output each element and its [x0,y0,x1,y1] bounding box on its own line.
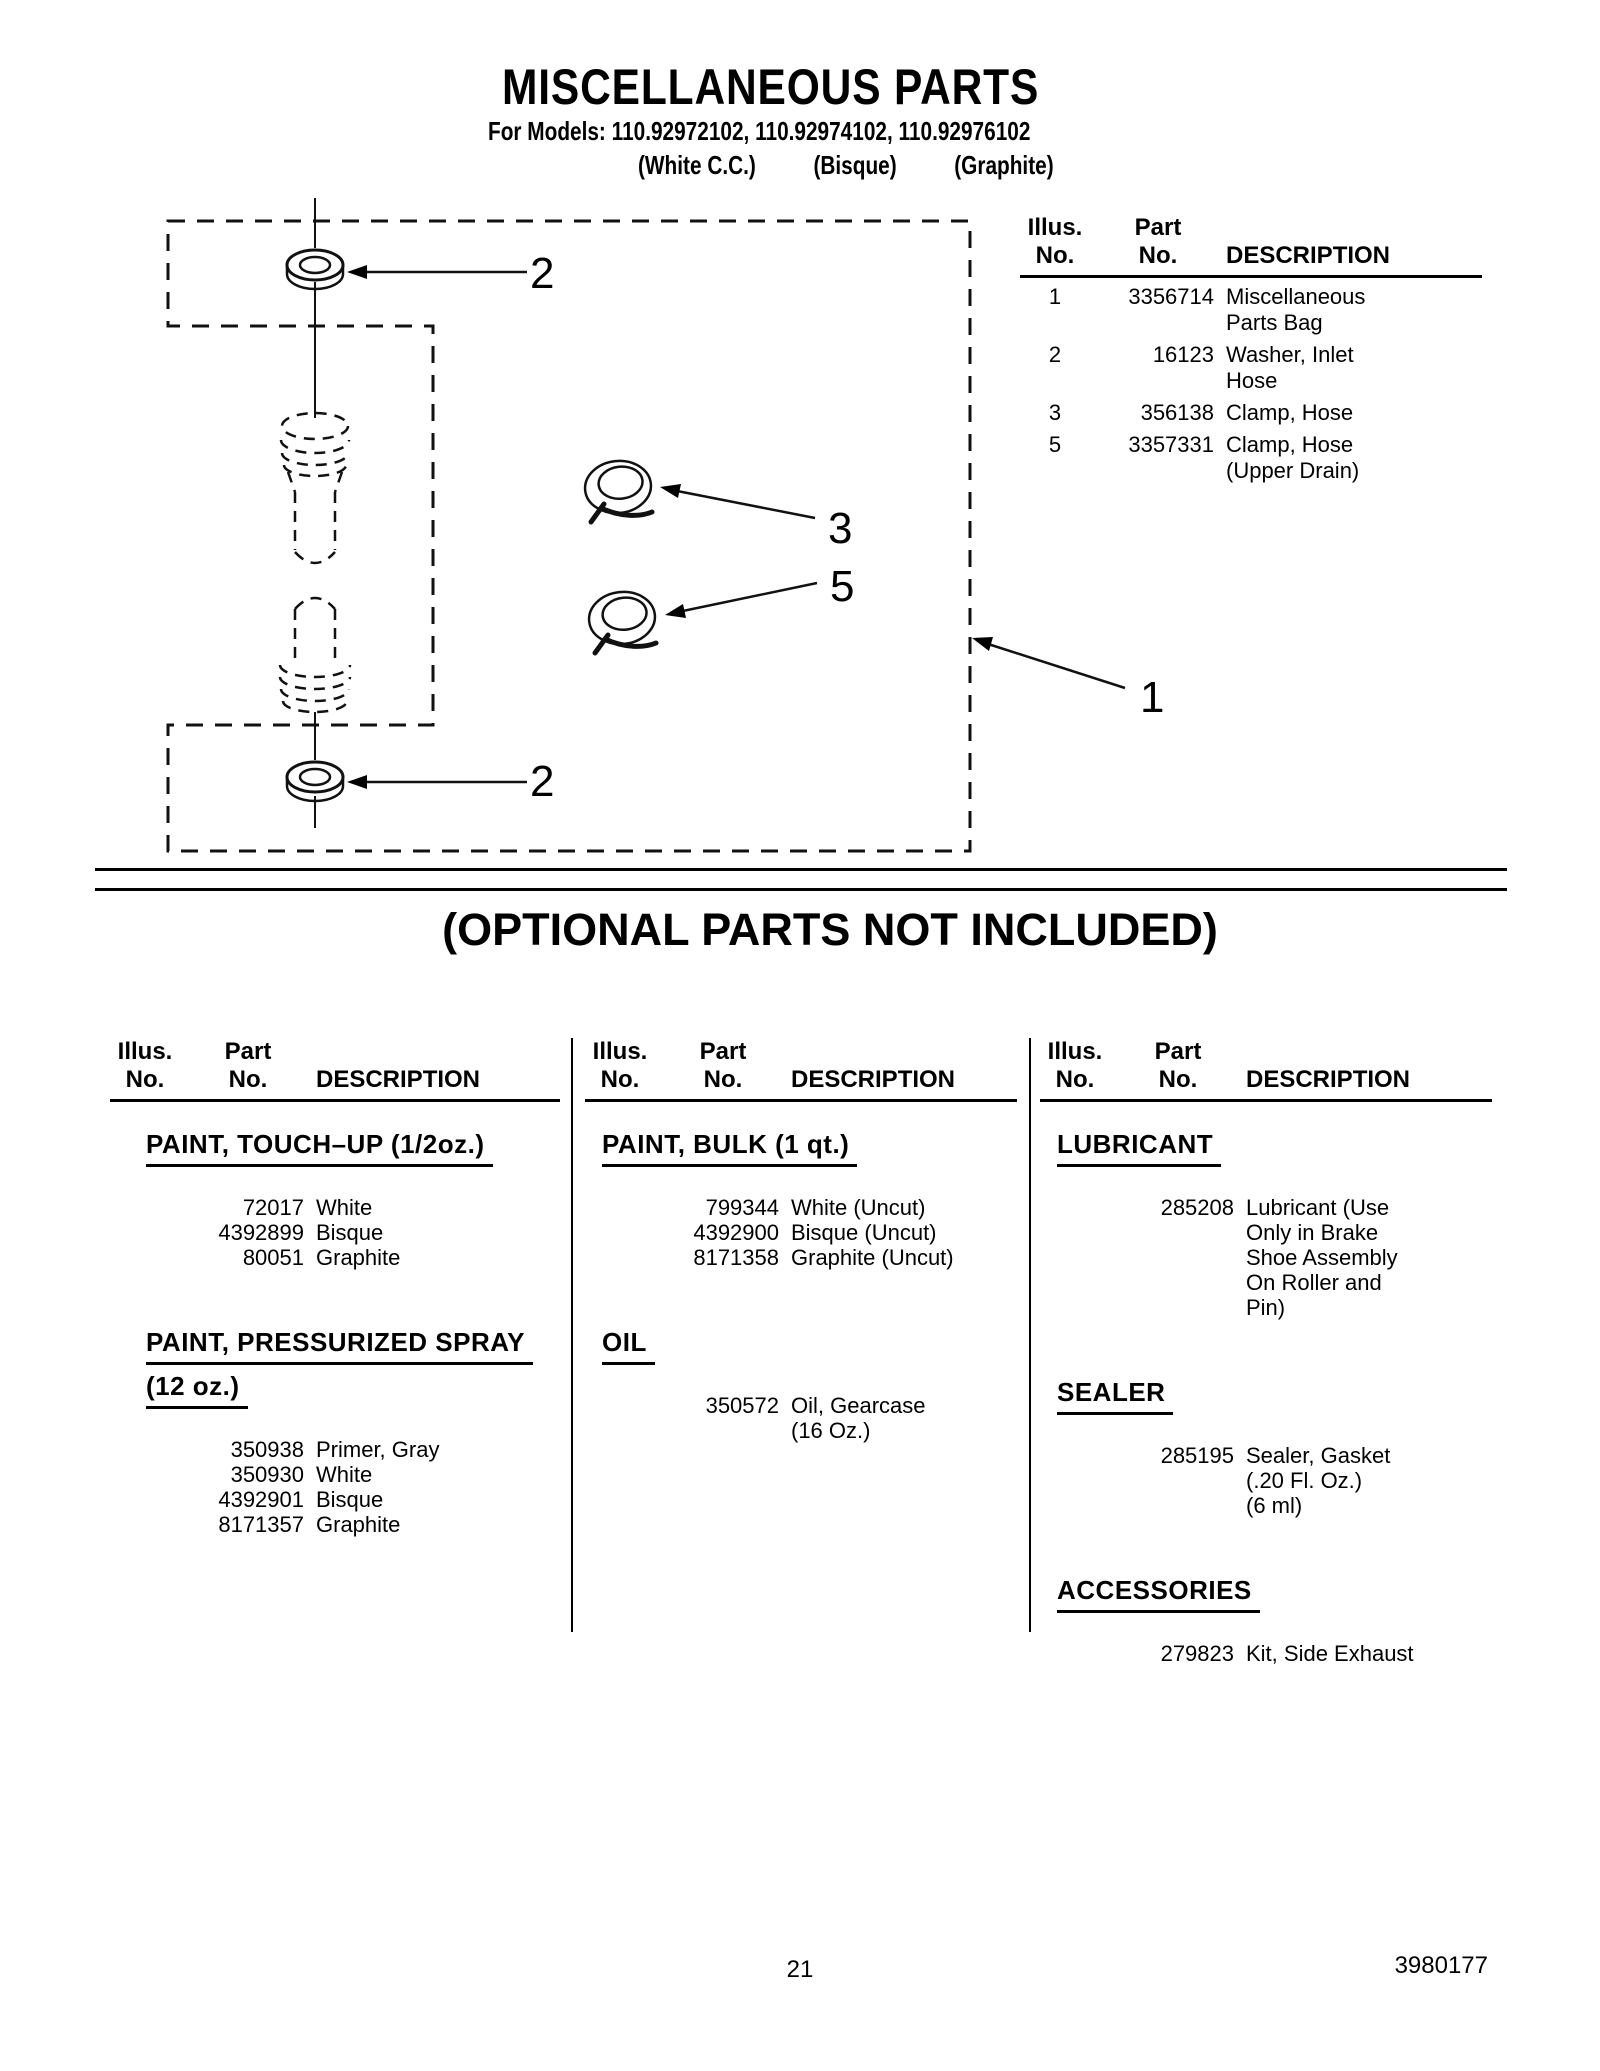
illus-no-cell: 2 [1048,342,1062,367]
models-line: For Models: 110.92972102, 110.92974102, 110.92976102 [488,116,1031,146]
description-cell: Lubricant (Use Only in Brake Shoe Assembly On Roller and Pin) [1246,1195,1398,1320]
table-row [110,1220,560,1245]
description-cell: Bisque (Uncut) [791,1220,937,1245]
description-cell: Bisque [316,1487,384,1512]
part-no-cell: 4392900 [693,1220,779,1245]
inlet-hose-icon [280,413,350,712]
part-no-cell: 4392901 [218,1487,304,1512]
table-row [1020,400,1482,426]
table-row [1040,1641,1492,1666]
section-paint-touch-up [110,1129,560,1270]
table-row [1040,1443,1492,1518]
parts-table [1020,214,1482,484]
table-row [585,1220,1017,1245]
description-cell: White (Uncut) [791,1195,926,1220]
description-cell: Primer, Gray [316,1437,440,1462]
section-title: PAINT, BULK (1 qt.) [602,1129,1017,1173]
optional-parts-heading: (OPTIONAL PARTS NOT INCLUDED) [442,904,1218,955]
part-no-cell: 3356714 [1128,284,1214,309]
description-header: DESCRIPTION [316,1066,481,1093]
section-title: LUBRICANT [1057,1129,1492,1173]
callout-label-1: 1 [1140,673,1165,722]
section-title: PAINT, TOUCH–UP (1/2oz.) [146,1129,560,1173]
description-header: DESCRIPTION [1246,1066,1411,1093]
hose-clamp-lower-icon [586,589,657,653]
description-cell: Bisque [316,1220,384,1245]
part-no-cell: 80051 [242,1245,304,1270]
callout-label-3: 3 [828,504,853,553]
table-row [110,1462,560,1487]
part-no-cell: 799344 [705,1195,779,1220]
part-no-cell: 356138 [1140,400,1214,425]
part-no-header: Part No. [1134,214,1182,269]
table-row [1020,432,1482,484]
optional-column-lubricant-sealer [1040,1038,1492,1666]
table-row [585,1195,1017,1220]
table-row [110,1487,560,1512]
part-no-cell: 8171357 [218,1512,304,1537]
page-title: MISCELLANEOUS PARTS [502,59,1040,115]
part-no-cell: 72017 [242,1195,304,1220]
description-cell: Graphite (Uncut) [791,1245,954,1270]
callout-label-2-bottom: 2 [530,757,555,806]
section-sealer [1040,1377,1492,1518]
table-row [110,1437,560,1462]
illus-no-header: Illus. No. [592,1038,648,1093]
table-row [585,1393,1017,1443]
description-cell: Graphite [316,1512,401,1537]
parts-table-header [1020,214,1482,278]
description-cell: Graphite [316,1245,401,1270]
description-cell: Clamp, Hose [1226,400,1354,425]
table-row [1020,284,1482,336]
section-paint-spray [110,1327,560,1537]
section-paint-bulk [585,1129,1017,1270]
illus-no-cell: 3 [1048,400,1062,425]
part-no-cell: 279823 [1160,1641,1234,1666]
part-no-cell: 3357331 [1128,432,1214,457]
part-no-cell: 4392899 [218,1220,304,1245]
description-cell: Oil, Gearcase (16 Oz.) [791,1393,926,1443]
description-cell: Sealer, Gasket (.20 Fl. Oz.) (6 ml) [1246,1443,1391,1518]
section-lubricant [1040,1129,1492,1320]
part-no-cell: 285208 [1160,1195,1234,1220]
part-no-cell: 285195 [1160,1443,1234,1468]
description-header: DESCRIPTION [791,1066,956,1093]
column-divider [1029,1038,1031,1632]
illus-no-cell: 1 [1048,284,1062,309]
table-row [110,1195,560,1220]
column-header [585,1038,1017,1102]
section-title: SEALER [1057,1377,1492,1421]
table-row [585,1245,1017,1270]
column-header [1040,1038,1492,1102]
finish-graphite-label: (Graphite) [954,150,1054,180]
section-title: PAINT, PRESSURIZED SPRAY (12 oz.) [146,1327,560,1415]
table-row [110,1245,560,1270]
illus-no-header: Illus. No. [1027,214,1083,269]
column-divider [571,1038,573,1632]
page-number: 21 [786,1956,814,1983]
callout-label-2-top: 2 [530,249,555,298]
washer-bottom-icon [287,762,343,801]
callout-arrows [347,265,1125,789]
section-accessories [1040,1575,1492,1666]
part-no-header: Part No. [1154,1038,1202,1093]
table-row [1040,1195,1492,1320]
description-cell: Miscellaneous Parts Bag [1226,284,1366,335]
description-cell: White [316,1195,373,1220]
part-no-cell: 350930 [230,1462,304,1487]
description-header: DESCRIPTION [1226,242,1391,269]
part-no-cell: 350572 [705,1393,779,1418]
section-oil [585,1327,1017,1443]
illus-no-header: Illus. No. [117,1038,173,1093]
table-row [110,1512,560,1537]
callout-label-5: 5 [830,562,855,611]
part-no-cell: 350938 [230,1437,304,1462]
part-no-cell: 8171358 [693,1245,779,1270]
part-no-cell: 16123 [1152,342,1214,367]
document-number: 3980177 [1394,1952,1488,1979]
illus-no-header: Illus. No. [1047,1038,1103,1093]
section-title: ACCESSORIES [1057,1575,1492,1619]
description-cell: Clamp, Hose (Upper Drain) [1226,432,1360,483]
finish-white-label: (White C.C.) [638,150,756,180]
finish-bisque-label: (Bisque) [813,150,897,180]
illus-no-cell: 5 [1048,432,1062,457]
optional-column-paint [110,1038,560,1537]
column-header [110,1038,560,1102]
table-row [1020,342,1482,394]
hose-clamp-upper-icon [582,458,653,522]
description-cell: White [316,1462,373,1487]
optional-column-bulk-oil [585,1038,1017,1443]
description-cell: Washer, Inlet Hose [1226,342,1354,393]
part-no-header: Part No. [699,1038,747,1093]
part-no-header: Part No. [224,1038,272,1093]
description-cell: Kit, Side Exhaust [1246,1641,1414,1666]
section-divider [95,868,1507,891]
section-title: OIL [602,1327,1017,1371]
